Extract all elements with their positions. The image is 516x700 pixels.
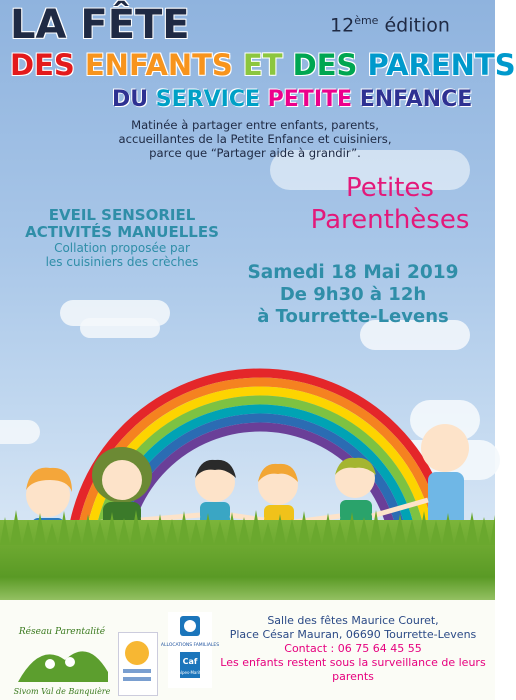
title-line3-word: ENFANCE (359, 87, 473, 112)
title-line1: LA FÊTE (10, 2, 190, 48)
event-date: Samedi 18 Mai 2019 (247, 262, 459, 283)
sivom-logo-text: Sivom Val de Banquière (13, 687, 111, 696)
title-line3-word: PETITE (267, 87, 360, 112)
reseau-logo-text: Réseau Parentalité (18, 627, 106, 637)
venue-line2: Place César Mauran, 06690 Tourrette-Levens (229, 628, 477, 641)
activities-block (12, 207, 232, 269)
title-line3-word: SERVICE (155, 87, 268, 112)
caf-region-text: des Alpes-Maritimes (169, 670, 211, 675)
activity-note-1: Collation proposée par (54, 241, 190, 255)
event-info (228, 262, 478, 328)
intro-line: Matinée à partager entre enfants, parents, (131, 118, 379, 132)
venue-warning: Les enfants restent sous la surveillance de leurs parents (220, 656, 486, 683)
activity-1: EVEIL SENSORIEL (48, 206, 196, 224)
title-line3 (112, 87, 472, 112)
intro-line: parce que “Partager aide à grandir”. (149, 146, 361, 160)
intro-line: accueillantes de la Petite Enfance et cuisiniers, (118, 132, 392, 146)
edition-superscript: ème (354, 14, 379, 27)
caf-logo (160, 612, 220, 688)
petites-parentheses-heading (300, 172, 480, 236)
title-line2-word: DES (292, 48, 368, 82)
intro-text (100, 118, 410, 160)
event-place: à Tourrette-Levens (257, 306, 449, 327)
venue-line1: Salle des fêtes Maurice Couret, (267, 614, 439, 627)
title-line2-word: PARENTS (367, 48, 516, 82)
partner-logo-line (123, 677, 151, 681)
caf-small-text: ALLOCATIONS FAMILIALES (160, 643, 220, 648)
venue-contact: Contact : 06 75 64 45 55 (284, 642, 422, 655)
edition-label (330, 14, 450, 36)
title-line2-word: ET (242, 48, 293, 82)
caf-text: Caf (182, 657, 198, 666)
reseau-parentalite-logo (10, 612, 115, 696)
event-time: De 9h30 à 12h (279, 284, 427, 305)
title-line2 (10, 48, 516, 82)
venue-info (218, 614, 488, 684)
partner-logo-line (123, 669, 151, 673)
partner-logo (118, 632, 158, 696)
edition-number: 12 (330, 14, 355, 37)
title-line2-word: ENFANTS (84, 48, 243, 82)
petites-line1: Petites (346, 173, 434, 203)
edition-word: édition (378, 14, 450, 37)
partner-logo-emblem (125, 641, 149, 665)
activity-2: ACTIVITÉS MANUELLES (25, 223, 219, 241)
title-line2-word: DES (10, 48, 85, 82)
cloud (0, 420, 40, 444)
grass-blades (0, 505, 495, 545)
title-line3-word: DU (112, 87, 156, 112)
petites-line2: Parenthèses (310, 205, 470, 235)
activity-note-2: les cuisiniers des crèches (45, 255, 199, 269)
